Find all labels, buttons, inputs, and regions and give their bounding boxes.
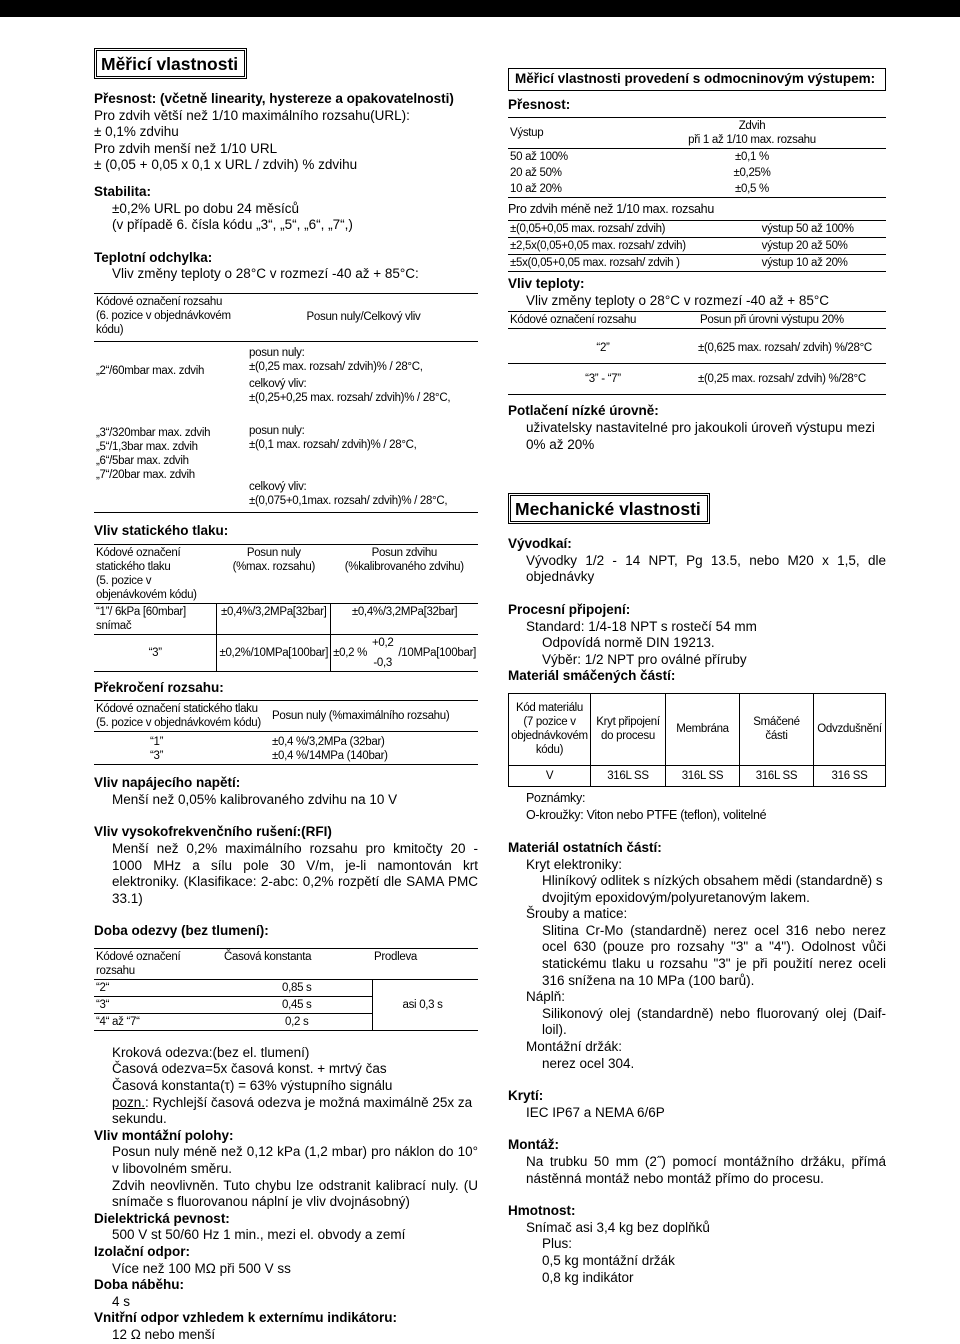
response-heading: Doba odezvy (bez tlumení): — [94, 923, 269, 939]
enclosure-heading: Krytí: — [508, 1088, 544, 1104]
housing-label: Kryt elektroniky: — [526, 856, 623, 872]
warmup-line: 4 s — [112, 1293, 131, 1309]
temp-line: Vliv změny teploty o 28°C v rozmezí -40 až + 85°C: — [112, 266, 419, 282]
overrange-table — [94, 700, 478, 765]
response-table — [94, 948, 478, 1031]
weight-line: 0,8 kg indikátor — [542, 1269, 634, 1285]
small-span-heading: Pro zdvih méně než 1/10 max. rozsahu — [508, 202, 714, 217]
output-row: 50 až 100% — [510, 151, 568, 164]
wetted-note: Poznámky: — [526, 790, 586, 805]
temp-table — [94, 293, 478, 513]
supply-heading: Vliv napájecího napětí: — [94, 775, 241, 791]
sqrt-accuracy-heading: Přesnost: — [508, 96, 571, 112]
dielectric-heading: Dielektrická pevnost: — [94, 1210, 230, 1226]
enclosure-text: IEC IP67 a NEMA 6/6P — [526, 1104, 665, 1120]
other-heading: Materiál ostatních částí: — [508, 839, 662, 855]
sqrt-temp-head-code: Kódové označení rozsahu — [508, 312, 698, 329]
cutoff-heading: Potlačení nízké úrovně: — [508, 403, 659, 419]
stability-heading: Stabilita: — [94, 183, 152, 199]
wetted-cell: 316L SS — [666, 765, 740, 786]
wetted-table — [508, 693, 886, 787]
temp-row1-code: „2“/60mbar max. zdvih — [96, 364, 205, 377]
dielectric-line: 500 V st 50/60 Hz 1 min., mezi el. obvody a zemí — [112, 1227, 406, 1243]
temp-row1-values: posun nuly: ±(0,25 max. rozsah/ zdvih)% / 28°C, celkový vliv: ±(0,25+0,25 max. rozsah/ zdvih)% / 28°C, — [249, 346, 451, 404]
temp-heading: Teplotní odchylka: — [94, 249, 213, 265]
temp-row2-values: posun nuly: ±(0,1 max. rozsah/ zdvih)% / 28°C, celkový vliv: ±(0,075+0,1max. rozsah/ zdvih)% / 28°C, — [249, 406, 478, 513]
static-r2-span: ±0,2 % +0,2 -0,3 /10MPa[100bar] — [331, 634, 478, 671]
response-head-code: Kódové označení rozsahu — [94, 948, 222, 979]
small-span-row: ±2,5x(0,05+0,05 max. rozsah/ zdvih) — [508, 238, 732, 255]
temp-table-head-shift: Posun nuly/Celkový vliv — [249, 293, 478, 341]
static-r1-zero: ±0,4%/3,2MPa[32bar] — [217, 603, 331, 634]
sqrt-temp-head-shift: Posun při úrovni výstupu 20% — [698, 312, 886, 329]
wetted-head: Kód materiálu (7 pozice v objednávkovém kódu) — [509, 693, 591, 765]
static-r1-code: “1”/ 6kPa [60mbar] snímač — [94, 603, 217, 634]
mounting-text1: Posun nuly méně než 0,12 kPa (1,2 mbar) pro náklon do 10° v libovolném směru. — [112, 1144, 478, 1177]
sqrt-temp-table — [508, 311, 886, 395]
weight-line: Snímač asi 3,4 kg bez doplňků — [526, 1219, 710, 1235]
left-column — [94, 48, 478, 1344]
wetted-head: Odvzdušnění — [814, 693, 886, 765]
sqrt-temp-line: Vliv změny teploty o 28°C v rozmezí -40 až + 85°C — [526, 292, 830, 308]
response-r1-time: 0,85 s — [222, 979, 372, 996]
response-r3-time: 0,2 s — [222, 1013, 372, 1030]
wetted-note: O-kroužky: Viton nebo PTFE (teflon), volitelné — [526, 807, 767, 822]
top-bar — [0, 0, 960, 17]
small-span-out: výstup 50 až 100% — [732, 221, 886, 238]
wetted-cell: 316L SS — [740, 765, 814, 786]
weight-heading: Hmotnost: — [508, 1203, 576, 1219]
overrange-head-val: Posun nuly (%maximálního rozsahu) — [270, 701, 478, 732]
section-title-mechanical: Mechanické vlastnosti — [508, 493, 710, 524]
cutoff-line: uživatelsky nastavitelné pro jakoukoli úroveň výstupu mezi 0% až 20% — [526, 419, 875, 452]
static-r2-zero: ±0,2%/10MPa[100bar] — [217, 634, 331, 671]
static-heading: Vliv statického tlaku: — [94, 522, 229, 538]
bracket-label: Montážní držák: — [526, 1039, 623, 1055]
sqrt-temp-r2-val: ±(0,25 max. rozsah/ zdvih) %/28°C — [698, 364, 886, 395]
response-r3-code: “4“ až “7“ — [94, 1013, 222, 1030]
process-line: Odpovídá normě DIN 19213. — [542, 635, 715, 651]
sqrt-temp-r1-code: “2” — [508, 329, 698, 364]
output-row: 10 až 20% — [508, 181, 618, 198]
mounting-text2: Zdvih neovlivněn. Tuto chybu lze odstranit kalibrací nuly. (U snímače s fluorovanou náplní je vliv dvojnásobný) — [112, 1177, 478, 1210]
wetted-head: Smáčené části — [740, 693, 814, 765]
wetted-head: Kryt připojení do procesu — [591, 693, 666, 765]
wetted-cell: 316L SS — [591, 765, 666, 786]
response-notes: Kroková odezva:(bez el. tlumení) Časová odezva=5x časová konst. + mrtvý čas Časová konstanta(τ) = 63% výstupního signálu pozn.: Rychlejší časová odezva je možná maximálně 25x za sekundu. — [112, 1044, 473, 1127]
fill-label: Náplň: — [526, 989, 566, 1005]
output-val: ±0,5 % — [618, 181, 886, 198]
wetted-cell: 316 SS — [814, 765, 886, 786]
sqrt-temp-heading: Vliv teploty: — [508, 276, 585, 292]
fill-text: Silikonový olej (standardně) nebo fluorovaný olej (Daif- loil). — [542, 1005, 886, 1038]
weight-line: 0,5 kg montážní držák — [542, 1252, 675, 1268]
process-heading: Procesní připojení: — [508, 601, 631, 617]
warmup-heading: Doba náběhu: — [94, 1277, 184, 1293]
small-span-row: ±(0,05+0,05 max. rozsah/ zdvih) — [508, 221, 732, 238]
process-line: Standard: 1/4-18 NPT s rostečí 54 mm — [526, 618, 757, 634]
overrange-head-code: Kódové označení statického tlaku (5. pozice v objednávkovém kódu) — [94, 701, 270, 732]
rfi-heading: Vliv vysokofrekvenčního rušení:(RFI) — [94, 824, 332, 840]
response-r2-code: “3“ — [94, 996, 222, 1013]
outlets-heading: Vývodkaí: — [508, 536, 572, 552]
mounting-heading: Vliv montážní polohy: — [94, 1127, 234, 1143]
wetted-head: Membrána — [666, 693, 740, 765]
overrange-heading: Překročení rozsahu: — [94, 679, 224, 695]
accuracy-block: Pro zdvih větší než 1/10 maximálního rozsahu(URL): ± 0,1% zdvihu Pro zdvih menší než 1/10 URL ± (0,05 + 0,05 x 0,1 x URL / zdvih) % zdvihu — [94, 107, 410, 173]
response-r2-time: 0,45 s — [222, 996, 372, 1013]
bolts-text: Slitina Cr-Mo (standardně) nerez ocel 316 nebo nerez ocel 630 (pouze pro rozsahy "3" a "4"). Odolnost vůči statickému tlaku u rozsahu "3" je při použití nerez oceli 316 snížena na 10 MPa (100 barů). — [542, 922, 886, 988]
mount-heading: Montáž: — [508, 1137, 559, 1153]
bolts-label: Šrouby a matice: — [526, 906, 628, 922]
temp-table-head-code: Kódové označení rozsahu (6. pozice v objednávkovém kódu) — [94, 293, 249, 341]
overrange-vals: ±0,4 %/3,2MPa (32bar) ±0,4 %/14MPa (140bar) — [270, 732, 478, 765]
insulation-line: Více než 100 MΩ při 500 V ss — [112, 1260, 291, 1276]
static-head-code: Kódové označení statického tlaku (5. pozice v objenávkovém kódu) — [94, 544, 217, 603]
output-val: ±0,1 % — [735, 151, 769, 164]
response-head-delay: Prodleva — [372, 948, 478, 979]
temp-row2-code: „3“/320mbar max. zdvih „5“/1,3bar max. zdvih „6“/5bar max. zdvih „7“/20bar max. zdvih — [94, 406, 249, 513]
wetted-cell: V — [509, 765, 591, 786]
output-val: ±0,25% — [733, 167, 771, 180]
sqrt-title: Měřicí vlastnosti provedení s odmocninovým výstupem: — [508, 68, 886, 91]
right-column — [508, 68, 886, 1286]
bracket-text: nerez ocel 304. — [542, 1055, 635, 1071]
response-r1-code: “2“ — [94, 979, 222, 996]
internal-line: 12 Ω nebo menší — [112, 1326, 216, 1342]
internal-heading: Vnitřní odpor vzhledem k externímu indikátoru: — [94, 1310, 398, 1326]
small-span-out: výstup 10 až 20% — [732, 255, 886, 272]
response-head-time: Časová konstanta — [222, 948, 372, 979]
outlets-text: Vývodky 1/2 - 14 NPT, Pg 13.5, nebo M20 x 1,5, dle objednávky — [526, 552, 886, 585]
wetted-heading: Materiál smáčených částí: — [508, 668, 676, 684]
insulation-heading: Izolační odpor: — [94, 1244, 190, 1259]
static-r1-span: ±0,4%/3,2MPa[32bar] — [331, 603, 478, 634]
supply-line: Menší než 0,05% kalibrovaného zdvihu na 10 V — [112, 791, 398, 807]
span-head: Zdvih při 1 až 1/10 max. rozsahu — [618, 118, 886, 149]
small-span-table — [508, 220, 886, 272]
sqrt-temp-r1-val: ±(0,625 max. rozsah/ zdvih) %/28°C — [698, 329, 886, 364]
rfi-text: Menší než 0,2% maximálního rozsahu pro kmitočty 20 - 1000 MHz a sílu pole 30 V/m, je-li namontován krt elektroniky. (Klasifikace: 2-abc: 0,2% rozpětí dle SAMA PMC 33.1) — [112, 840, 478, 906]
static-head-zero: Posun nuly (%max. rozsahu) — [217, 544, 331, 603]
section-title-measuring: Měřicí vlastnosti — [94, 48, 247, 79]
housing-text: Hliníkový odlitek s nízkých obsahem mědi (standardně) s dvojitým epoxidovým/polyuretanovým lakem. — [542, 873, 883, 905]
accuracy-heading: Přesnost: (včetně linearity, hystereze a opakovatelnosti) — [94, 91, 454, 106]
sqrt-temp-r2-code: “3” - “7” — [508, 364, 698, 395]
stability-block: ±0,2% URL po dobu 24 měsíců (v případě 6. čísla kódu „3“, „5“, „6“, „7“,) — [112, 200, 353, 233]
static-head-span: Posun zdvihu (%kalibrovaného zdvihu) — [331, 544, 478, 603]
overrange-codes: “1” “3” — [94, 732, 270, 765]
static-r2-code: “3” — [94, 634, 217, 671]
output-head: Výstup — [508, 118, 618, 149]
mount-text: Na trubku 50 mm (2˝) pomocí montážního držáku, přímá nástěnná montáž nebo montáž přímo do procesu. — [526, 1154, 886, 1186]
output-table — [508, 117, 886, 198]
static-table — [94, 544, 478, 672]
small-span-row: ±5x(0,05+0,05 max. rozsah/ zdvih ) — [508, 255, 732, 272]
weight-line: Plus: — [542, 1236, 573, 1252]
output-row: 20 až 50% — [510, 167, 562, 180]
small-span-out: výstup 20 až 50% — [732, 238, 886, 255]
process-line: Výběr: 1/2 NPT pro oválné příruby — [542, 651, 747, 667]
response-delay: asi 0,3 s — [372, 979, 478, 1030]
